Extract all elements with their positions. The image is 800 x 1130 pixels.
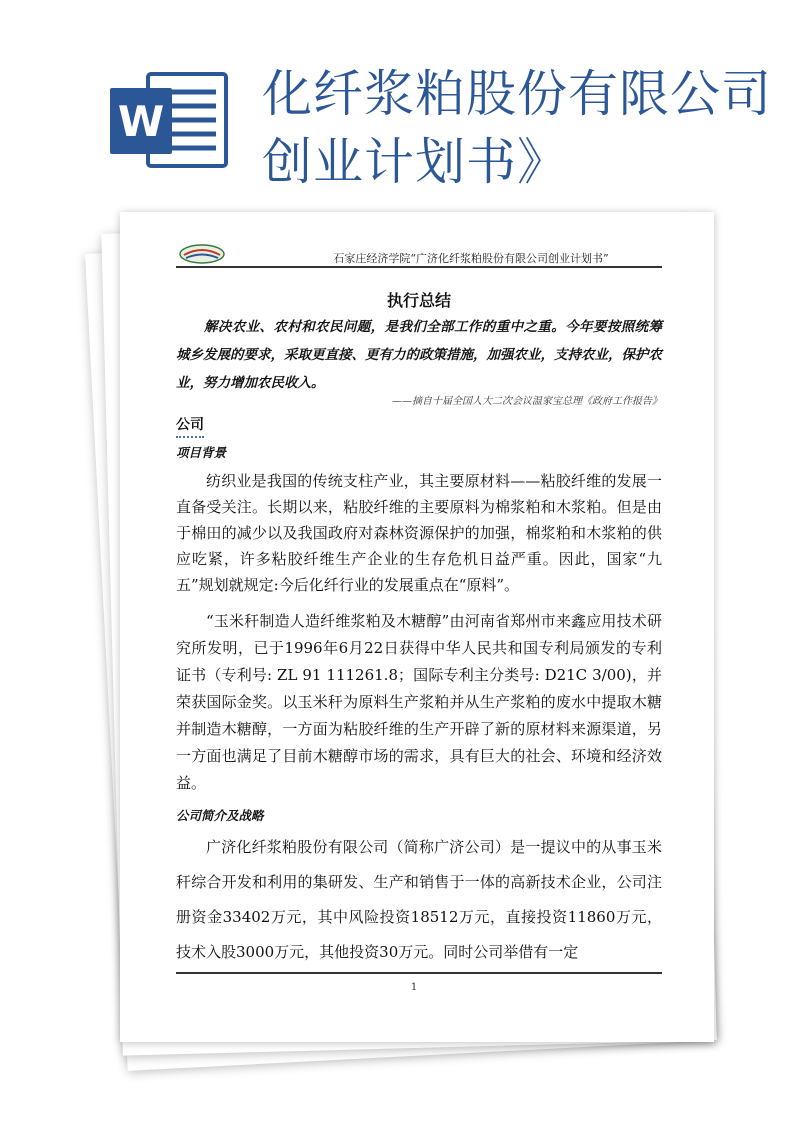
section-title: 执行总结	[386, 291, 451, 310]
epigraph-quote: 解决农业、农村和农民问题，是我们全部工作的重中之重。今年要按照统筹城乡发展的要求，采取更直接、更有力的政策措施，加强农业，支持农业，保护农业，努力增加农民收入。	[176, 319, 662, 391]
footer-divider	[176, 972, 662, 974]
header-divider	[176, 266, 662, 268]
school-logo-icon	[178, 243, 226, 265]
heading-project-background: 项目背景	[176, 445, 227, 460]
banner-title: 化纤浆粕股份有限公司创业计划书》	[262, 65, 772, 191]
paragraph-company-intro: 广济化纤浆粕股份有限公司（简称广济公司）是一提议中的从事玉米秆综合开发和利用的集研发、生产和销售于一体的高新技术企业，公司注册资金33402万元，其中风险投资18512万元，直接投资11860万元，技术入股3000万元，其他投资30万元。同时公司举借有一定	[176, 838, 662, 961]
document-header: 石家庄经济学院“广济化纤浆粕股份有限公司创业计划书”	[333, 252, 609, 265]
word-icon-letter: W	[117, 97, 165, 146]
heading-company: 公司	[176, 414, 204, 438]
word-document-icon	[108, 70, 230, 170]
heading-company-intro: 公司简介及战略	[176, 808, 264, 823]
quote-source: ——摘自十届全国人大二次会议温家宝总理《政府工作报告》	[392, 396, 662, 407]
paragraph-patent: “玉米秆制造人造纤维浆粕及木糖醇”由河南省郑州市来鑫应用技术研究所发明，已于1996年6月22日获得中华人民共和国专利局颁发的专利证书（专利号: ZL 91 111261.8；国际专利主分类号: D21C 3/00)，并荣获国际金奖。以玉米秆为原料生产浆粕并从生产浆粕的废水中提取木糖并制造木糖醇，一方面为粘胶纤维的生产开辟了新的原材料来源渠道，另一方面也满足了目前木糖醇市场的需求，具有巨大的社会、环境和经济效益。	[176, 612, 662, 792]
paragraph-background: 纺织业是我国的传统支柱产业，其主要原材料——粘胶纤维的发展一直备受关注。长期以来，粘胶纤维的主要原料为棉浆粕和木浆粕。但是由于棉田的减少以及我国政府对森林资源保护的加强，棉浆粕和木浆粕的供应吃紧，许多粘胶纤维生产企业的生存危机日益严重。因此，国家“九五”规划就规定:今后化纤行业的发展重点在“原料”。	[176, 472, 662, 594]
page-number: 1	[410, 982, 418, 993]
